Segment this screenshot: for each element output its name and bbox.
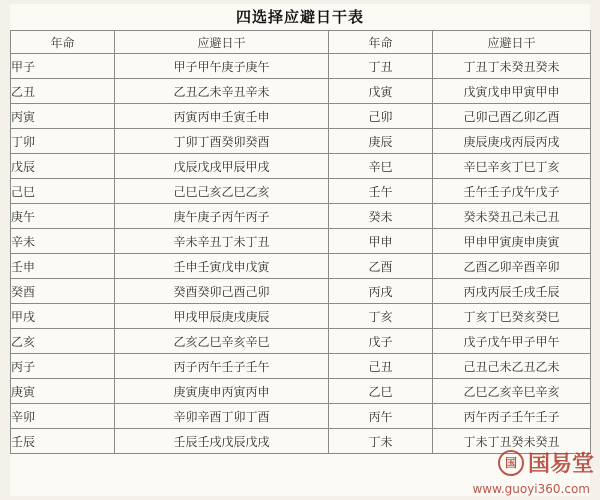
cell-yingbi-right: 丙午丙子壬午壬子 xyxy=(433,404,591,429)
cell-yingbi-right: 壬午壬子戊午戊子 xyxy=(433,179,591,204)
cell-nianming-right: 丁未 xyxy=(329,429,433,454)
cell-yingbi-left: 乙丑乙未辛丑辛未 xyxy=(115,79,329,104)
cell-yingbi-right: 丁丑丁未癸丑癸未 xyxy=(433,54,591,79)
cell-yingbi-left: 辛卯辛酉丁卯丁酉 xyxy=(115,404,329,429)
cell-nianming-right: 甲申 xyxy=(329,229,433,254)
cell-nianming-right: 癸未 xyxy=(329,204,433,229)
cell-nianming-right: 己丑 xyxy=(329,354,433,379)
table-body xyxy=(11,54,591,454)
cell-nianming-right: 丁丑 xyxy=(329,54,433,79)
cell-yingbi-left: 壬申壬寅戊申戊寅 xyxy=(115,254,329,279)
header-nianming-right: 年命 xyxy=(329,31,433,54)
document-page xyxy=(10,4,590,496)
cell-yingbi-right: 丙戌丙辰壬戌壬辰 xyxy=(433,279,591,304)
cell-nianming-right: 戊子 xyxy=(329,329,433,354)
cell-yingbi-left: 癸酉癸卯己酉己卯 xyxy=(115,279,329,304)
cell-nianming-right: 丙午 xyxy=(329,404,433,429)
cell-yingbi-left: 乙亥乙巳辛亥辛巳 xyxy=(115,329,329,354)
cell-nianming-left: 辛卯 xyxy=(11,404,115,429)
table-row xyxy=(11,329,591,354)
cell-yingbi-right: 乙酉乙卯辛酉辛卯 xyxy=(433,254,591,279)
cell-yingbi-right: 甲申甲寅庚申庚寅 xyxy=(433,229,591,254)
cell-yingbi-left: 庚寅庚申丙寅丙申 xyxy=(115,379,329,404)
cell-yingbi-right: 戊寅戊申甲寅甲申 xyxy=(433,79,591,104)
watermark-logo xyxy=(498,447,594,478)
cell-nianming-left: 乙亥 xyxy=(11,329,115,354)
cell-yingbi-left: 戊辰戊戌甲辰甲戌 xyxy=(115,154,329,179)
cell-nianming-right: 壬午 xyxy=(329,179,433,204)
cell-yingbi-right: 己卯己酉乙卯乙酉 xyxy=(433,104,591,129)
cell-nianming-left: 戊辰 xyxy=(11,154,115,179)
cell-nianming-left: 壬申 xyxy=(11,254,115,279)
cell-yingbi-right: 乙巳乙亥辛巳辛亥 xyxy=(433,379,591,404)
table-row xyxy=(11,404,591,429)
header-nianming-left: 年命 xyxy=(11,31,115,54)
cell-nianming-left: 甲戌 xyxy=(11,304,115,329)
cell-nianming-left: 壬辰 xyxy=(11,429,115,454)
cell-nianming-right: 庚辰 xyxy=(329,129,433,154)
cell-nianming-left: 丙子 xyxy=(11,354,115,379)
cell-nianming-left: 己巳 xyxy=(11,179,115,204)
table-row xyxy=(11,79,591,104)
table-row xyxy=(11,229,591,254)
cell-yingbi-right: 丁亥丁巳癸亥癸巳 xyxy=(433,304,591,329)
cell-nianming-left: 丁卯 xyxy=(11,129,115,154)
cell-nianming-left: 癸酉 xyxy=(11,279,115,304)
cell-yingbi-left: 己巳己亥乙巳乙亥 xyxy=(115,179,329,204)
cell-yingbi-left: 庚午庚子丙午丙子 xyxy=(115,204,329,229)
cell-nianming-right: 乙巳 xyxy=(329,379,433,404)
watermark-brand: 国易堂 xyxy=(527,451,594,477)
cell-nianming-left: 甲子 xyxy=(11,54,115,79)
avoid-day-table xyxy=(10,30,591,454)
cell-nianming-right: 己卯 xyxy=(329,104,433,129)
seal-icon: 国 xyxy=(498,450,524,476)
cell-yingbi-left: 丙寅丙申壬寅壬申 xyxy=(115,104,329,129)
cell-nianming-left: 庚寅 xyxy=(11,379,115,404)
cell-yingbi-left: 壬辰壬戌戊辰戊戌 xyxy=(115,429,329,454)
watermark-url: www.guoyi360.com xyxy=(472,482,590,496)
cell-yingbi-right: 癸未癸丑己未己丑 xyxy=(433,204,591,229)
cell-yingbi-right: 辛巳辛亥丁巳丁亥 xyxy=(433,154,591,179)
cell-yingbi-left: 甲戌甲辰庚戌庚辰 xyxy=(115,304,329,329)
cell-nianming-right: 辛巳 xyxy=(329,154,433,179)
table-row xyxy=(11,354,591,379)
header-yingbi-right: 应避日干 xyxy=(433,31,591,54)
cell-nianming-right: 乙酉 xyxy=(329,254,433,279)
cell-nianming-right: 丁亥 xyxy=(329,304,433,329)
table-row xyxy=(11,154,591,179)
cell-nianming-left: 庚午 xyxy=(11,204,115,229)
table-row xyxy=(11,204,591,229)
table-row xyxy=(11,54,591,79)
table-row xyxy=(11,304,591,329)
cell-nianming-right: 戊寅 xyxy=(329,79,433,104)
cell-nianming-left: 丙寅 xyxy=(11,104,115,129)
cell-yingbi-right: 戊子戊午甲子甲午 xyxy=(433,329,591,354)
cell-yingbi-left: 甲子甲午庚子庚午 xyxy=(115,54,329,79)
table-row xyxy=(11,129,591,154)
cell-nianming-left: 乙丑 xyxy=(11,79,115,104)
table-row xyxy=(11,279,591,304)
cell-yingbi-left: 丁卯丁酉癸卯癸酉 xyxy=(115,129,329,154)
cell-nianming-left: 辛未 xyxy=(11,229,115,254)
table-row xyxy=(11,254,591,279)
cell-yingbi-right: 庚辰庚戌丙辰丙戌 xyxy=(433,129,591,154)
cell-yingbi-left: 丙子丙午壬子壬午 xyxy=(115,354,329,379)
table-title: 四选择应避日干表 xyxy=(235,8,364,26)
table-row xyxy=(11,179,591,204)
cell-yingbi-right: 己丑己未乙丑乙未 xyxy=(433,354,591,379)
cell-yingbi-right: 丁未丁丑癸未癸丑 xyxy=(433,429,591,454)
table-row xyxy=(11,379,591,404)
cell-yingbi-left: 辛未辛丑丁未丁丑 xyxy=(115,229,329,254)
header-row xyxy=(11,31,591,54)
header-yingbi-left: 应避日干 xyxy=(115,31,329,54)
cell-nianming-right: 丙戌 xyxy=(329,279,433,304)
table-row xyxy=(11,104,591,129)
